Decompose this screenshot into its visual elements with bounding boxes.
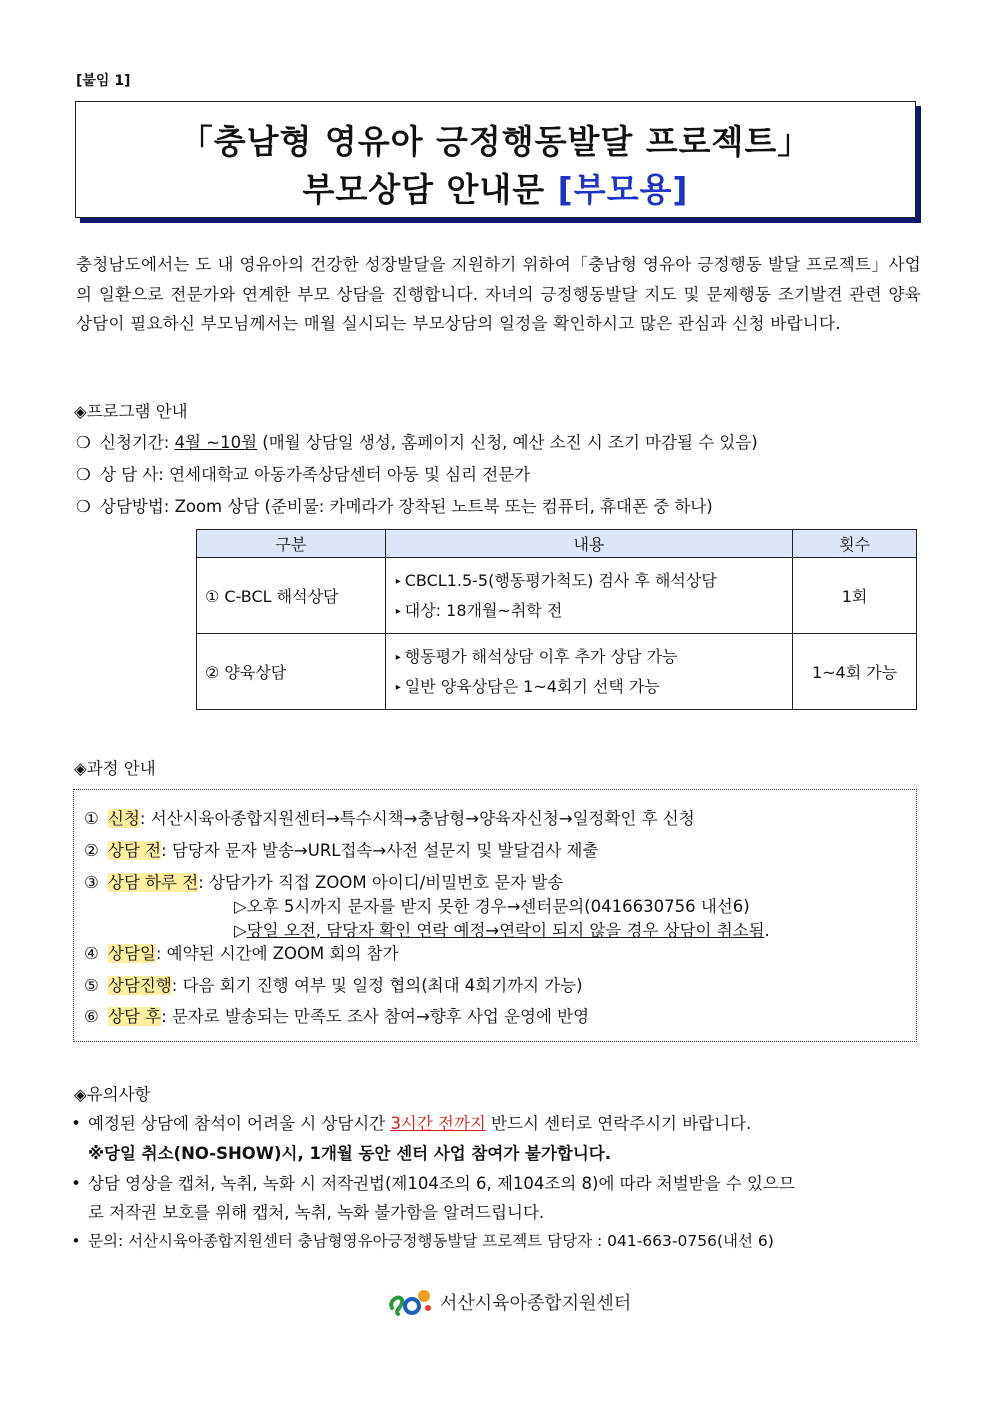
program-table [196, 529, 917, 710]
program-heading: ◈프로그램 안내 [74, 402, 188, 421]
program-item-counselor: ❍ 상 담 사: 연세대학교 아동가족상담센터 아동 및 심리 전문가 [76, 465, 531, 484]
title-box [75, 101, 916, 218]
table-row [197, 634, 917, 710]
notes-heading: ◈유의사항 [74, 1085, 151, 1104]
triangle-bullet-icon: ▸ [395, 651, 401, 663]
circle-bullet-icon: ❍ [76, 465, 91, 484]
center-logo-icon [388, 1286, 434, 1318]
table-row [197, 558, 917, 634]
process-box [73, 789, 917, 1042]
triangle-bullet-icon: ▸ [395, 575, 401, 587]
table-header-row [197, 530, 917, 558]
title-main: 부모상담 안내문 [302, 170, 558, 209]
dot-bullet-icon: • [71, 1232, 81, 1250]
table-header: 횟수 [793, 530, 917, 558]
attachment-label: [붙임 1] [76, 73, 131, 89]
process-sub-note: ▷당일 오전, 담당자 확인 연락 예정→연락이 되지 않을 경우 상담이 취소됨. [234, 921, 770, 940]
triangle-bullet-icon: ▸ [395, 681, 401, 693]
triangle-bullet-icon: ▸ [395, 605, 401, 617]
title-line-2 [76, 164, 915, 211]
process-step: ② 상담 전: 담당자 문자 발송→URL접속→사전 설문지 및 발달검사 제출 [84, 841, 599, 860]
note-item: • 상담 영상을 캡처, 녹취, 녹화 시 저작권법(제104조의 6, 제104조의 8)에 따라 처벌받을 수 있으므 [64, 1170, 924, 1194]
process-step: ④ 상담일: 예약된 시간에 ZOOM 회의 참가 [84, 944, 399, 963]
triangle-marker-icon: ▷ [234, 897, 247, 916]
table-header: 내용 [385, 530, 792, 558]
footer-logo [388, 1284, 631, 1320]
intro-paragraph: 충청남도에서는 도 내 영유아의 건강한 성장발달을 지원하기 위하여「충남형 영유아 긍정행동 발달 프로젝트」사업의 일환으로 전문가와 연계한 부모 상담을 진행합니다. 자녀의 긍정행동발달 지도 및 문제행동 조기발견 관련 양육 상담이 필요하신 부모님께서는 매월 실시되는 부모상담의 일정을 확인하시고 많은 관심과 신청 바랍니다. [76, 255, 921, 333]
title-accent: [부모용] [557, 170, 689, 209]
circle-bullet-icon: ❍ [76, 497, 91, 516]
program-item-period: ❍ 신청기간: 4월 ~10월 (매월 상담일 생성, 홈페이지 신청, 예산 소진 시 조기 마감될 수 있음) [76, 433, 758, 452]
dot-bullet-icon: • [71, 1174, 81, 1193]
dot-bullet-icon: • [71, 1114, 81, 1133]
table-header: 구분 [197, 530, 386, 558]
table-cell-contents: ▸ CBCL1.5-5(행동평가척도) 검사 후 해석상담 ▸ 대상: 18개월~취학 전 [385, 558, 792, 634]
process-step: ⑥ 상담 후: 문자로 발송되는 만족도 조사 참여→향후 사업 운영에 반영 [84, 1007, 590, 1026]
process-step: ① 신청: 서산시육아종합지원센터→특수시책→충남형→양육자신청→일정확인 후 신청 [84, 809, 695, 828]
process-sub-note: ▷오후 5시까지 문자를 받지 못한 경우→센터문의(0416630756 내선6) [234, 897, 750, 916]
process-heading: ◈과정 안내 [74, 759, 156, 778]
title-line-1: 「충남형 영유아 긍정행동발달 프로젝트」 [179, 122, 812, 161]
table-cell-type: ② 양육상담 [197, 634, 386, 710]
process-step: ③ 상담 하루 전: 상담가가 직접 ZOOM 아이디/비밀번호 문자 발송 [84, 873, 564, 892]
table-cell-type: ① C-BCL 해석상담 [197, 558, 386, 634]
program-item-method: ❍ 상담방법: Zoom 상담 (준비물: 카메라가 장착된 노트북 또는 컴퓨터, 휴대폰 중 하나) [76, 497, 713, 516]
circle-bullet-icon: ❍ [76, 433, 91, 452]
note-item: • 예정된 상담에 참석이 어려울 시 상담시간 3시간 전까지 반드시 센터로 연락주시기 바랍니다. [64, 1110, 924, 1134]
note-item: • 문의: 서산시육아종합지원센터 충남형영유아긍정행동발달 프로젝트 담당자 : 041-663-0756(내선 6) [64, 1229, 924, 1251]
no-show-warning: ※당일 취소(NO-SHOW)시, 1개월 동안 센터 사업 참여가 불가합니다. [88, 1144, 611, 1163]
table-cell-contents: ▸ 행동평가 해석상담 이후 추가 상담 가능 ▸ 일반 양육상담은 1~4회기 선택 가능 [385, 634, 792, 710]
table-cell-count: 1회 [793, 558, 917, 634]
process-step: ⑤ 상담진행: 다음 회기 진행 여부 및 일정 협의(최대 4회기까지 가능) [84, 976, 583, 995]
note-continuation: 로 저작권 보호를 위해 캡처, 녹취, 녹화 불가함을 알려드립니다. [88, 1203, 545, 1222]
table-cell-count: 1~4회 가능 [793, 634, 917, 710]
triangle-marker-icon: ▷ [234, 921, 247, 940]
center-name: 서산시육아종합지원센터 [440, 1293, 632, 1314]
